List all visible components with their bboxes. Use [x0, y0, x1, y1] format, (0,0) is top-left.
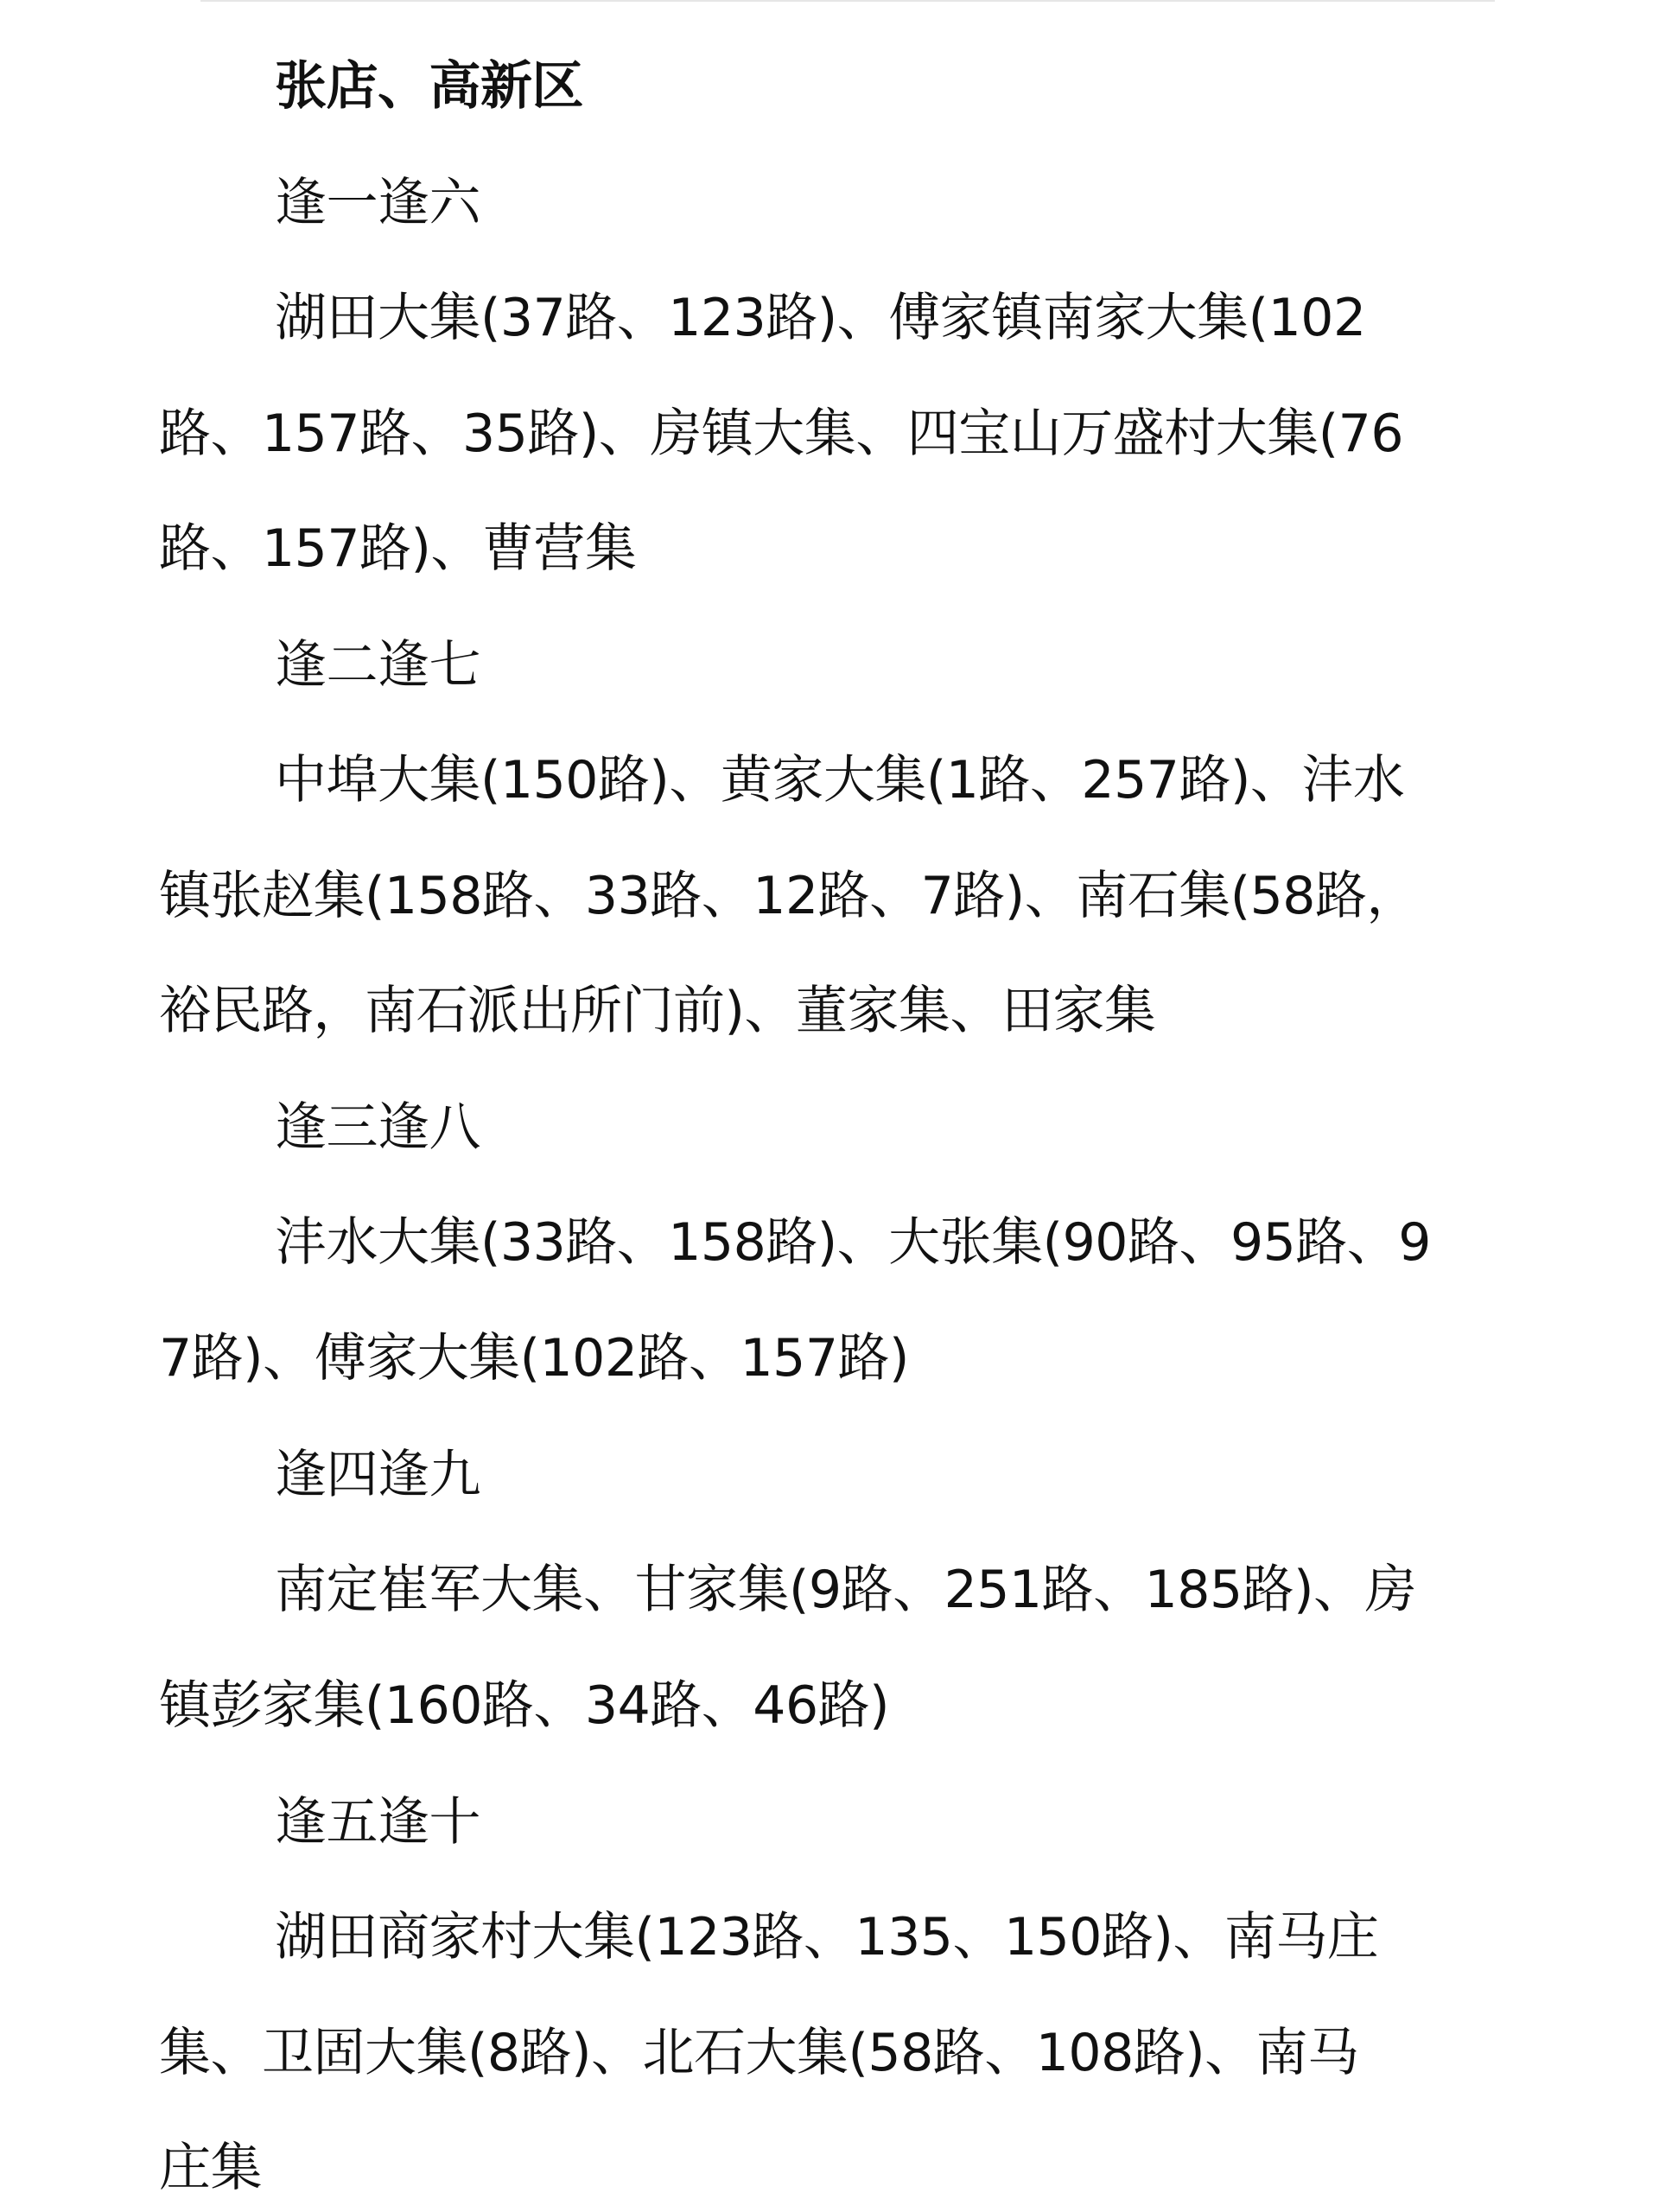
section-text-line: 集、卫固大集(8路)、北石大集(58路、108路)、南马 [159, 2023, 1359, 2083]
section-text-line: 沣水大集(33路、158路)、大张集(90路、95路、9 [275, 1212, 1431, 1273]
section-text-line: 路、157路)、曹营集 [159, 518, 637, 579]
section-text-line: 裕民路，南石派出所门前)、董家集、田家集 [159, 981, 1156, 1041]
top-divider [200, 0, 1495, 2]
section-text-line: 镇彭家集(160路、34路、46路) [159, 1675, 890, 1736]
section-text-line: 湖田大集(37路、123路)、傅家镇南家大集(102 [275, 288, 1366, 348]
document-heading: 张店、高新区 [275, 56, 583, 117]
section-day-heading: 逢一逢六 [275, 173, 480, 233]
section-text-line: 路、157路、35路)、房镇大集、四宝山万盛村大集(76 [159, 404, 1404, 464]
section-text-line: 庄集 [159, 2138, 262, 2198]
section-text-line: 7路)、傅家大集(102路、157路) [159, 1328, 909, 1389]
section-day-heading: 逢四逢九 [275, 1445, 480, 1505]
section-text-line: 中埠大集(150路)、黄家大集(1路、257路)、沣水 [275, 750, 1405, 810]
section-day-heading: 逢五逢十 [275, 1792, 480, 1853]
section-text-line: 南定崔军大集、甘家集(9路、251路、185路)、房 [275, 1560, 1417, 1620]
section-text-line: 镇张赵集(158路、33路、12路、7路)、南石集(58路， [159, 866, 1418, 926]
section-text-line: 湖田商家村大集(123路、135、150路)、南马庄 [275, 1907, 1379, 1967]
section-day-heading: 逢三逢八 [275, 1097, 480, 1158]
section-day-heading: 逢二逢七 [275, 635, 480, 696]
